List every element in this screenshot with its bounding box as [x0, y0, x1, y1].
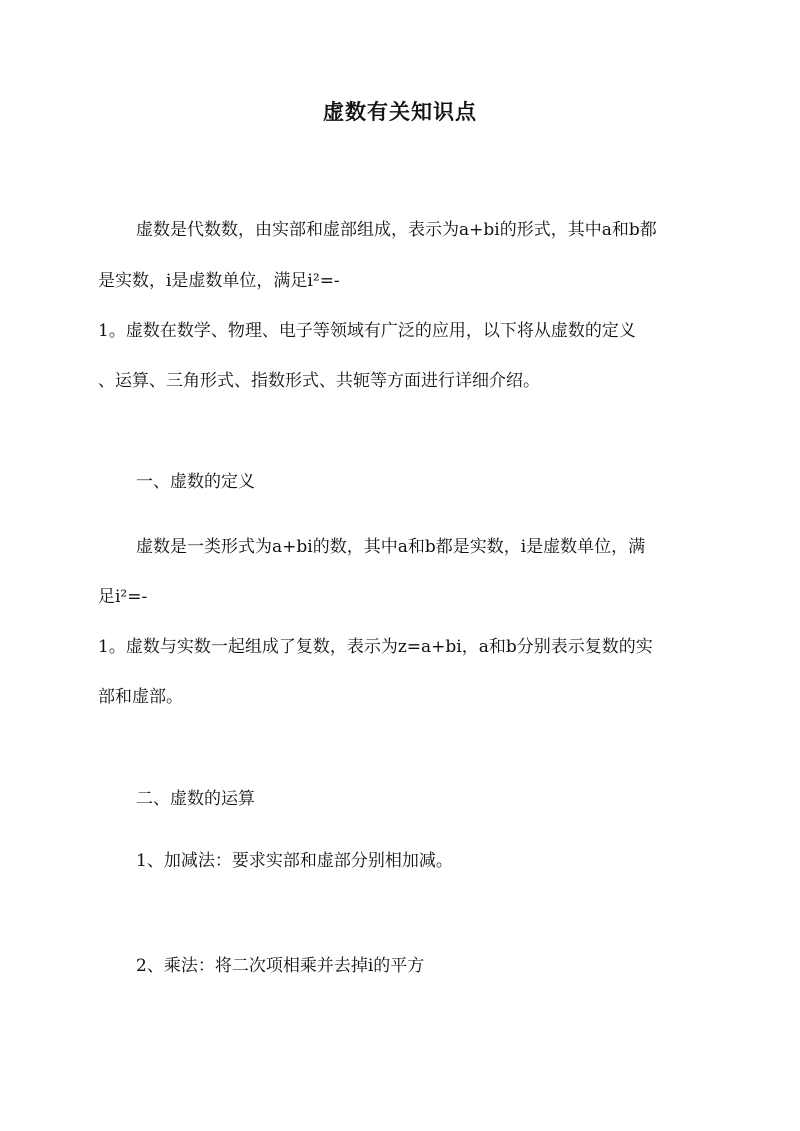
intro-line-1: 虚数是代数数，由实部和虚部组成，表示为a+bi的形式，其中a和b都: [136, 220, 657, 240]
definition-line-1: 虚数是一类形式为a+bi的数，其中a和b都是实数，i是虚数单位，满: [136, 537, 646, 557]
intro-line-2: 是实数，i是虚数单位，满足i²=-: [98, 271, 340, 291]
operation-item-multiplication: 2、乘法：将二次项相乘并去掉i的平方: [136, 956, 425, 976]
operation-item-addition: 1、加减法：要求实部和虚部分别相加减。: [136, 851, 453, 871]
definition-line-2: 足i²=-: [98, 587, 148, 607]
section-heading-definition: 一、虚数的定义: [136, 472, 255, 492]
intro-line-4: 、运算、三角形式、指数形式、共轭等方面进行详细介绍。: [98, 371, 540, 391]
section-heading-operations: 二、虚数的运算: [136, 789, 255, 809]
document-title: 虚数有关知识点: [323, 99, 477, 124]
intro-line-3: 1。虚数在数学、物理、电子等领域有广泛的应用，以下将从虚数的定义: [98, 321, 636, 341]
definition-line-4: 部和虚部。: [98, 687, 183, 707]
definition-line-3: 1。虚数与实数一起组成了复数，表示为z=a+bi，a和b分别表示复数的实: [98, 637, 653, 657]
